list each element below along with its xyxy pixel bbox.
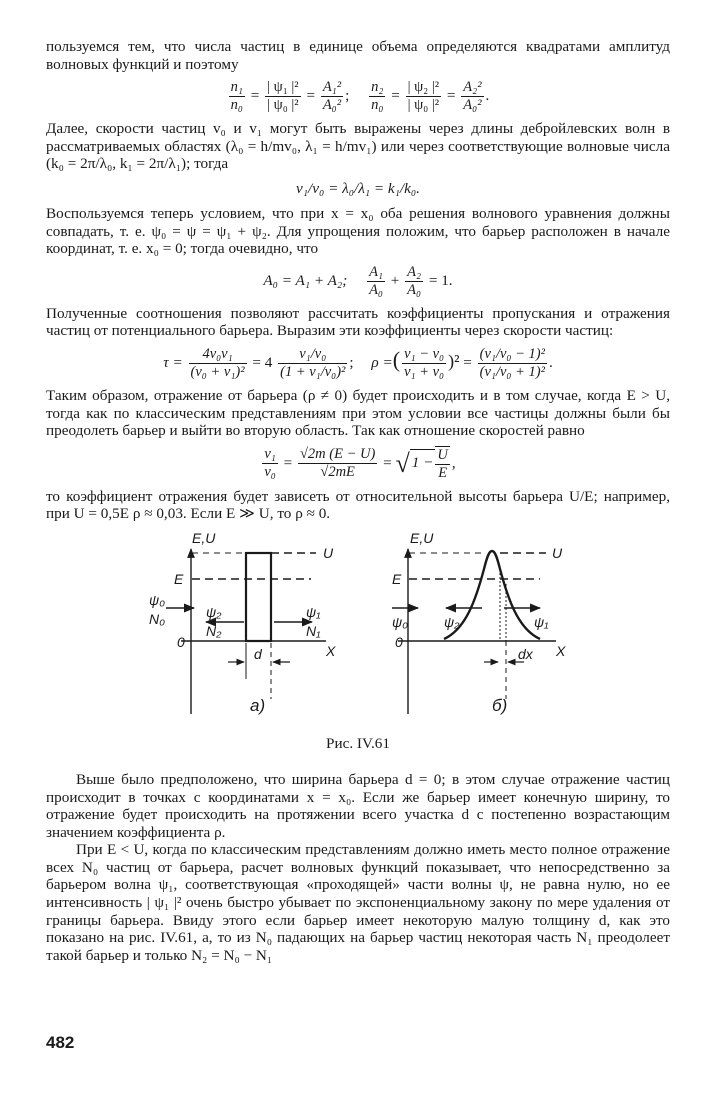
x-label-a: X [326, 642, 336, 659]
barrier-diagrams [46, 529, 670, 729]
d-label-a: d [254, 645, 262, 662]
axis-y-label-b: E,U [410, 529, 434, 546]
zero-label-b: 0 [395, 633, 403, 650]
paragraph-3: Воспользуемся теперь условием, что при x = x₀ оба решения волнового уравнения должны совпадать, т. е. ψ₀ = ψ = ψ₁ + ψ₂. Для упрощения положим, что барьер расположен в начале координат, т. е. x₀ = 0; тогда очевидно, что [46, 204, 670, 258]
label-a: а) [250, 695, 266, 715]
n2-label-a: N₂ [206, 622, 222, 639]
u-label-a: U [323, 544, 334, 561]
psi0-label-a: ψ₀ [149, 591, 166, 608]
psi1-label-b: ψ₁ [534, 613, 549, 630]
page-number: 482 [46, 1033, 75, 1052]
equation-4: τ = $\frac{\text{4v₀v₁}}{\text{(v₀ + v₁)²}}$ = 4 $\frac{\text{v₁/v₀}}{\text{(1 + v₁/v₀)²}}$ ; ρ =( $\frac{\text{v₁ − v₀}}{\text{v₁ + v₀}}$ )² = $\frac{\text{(v₁/v₀ − 1)²}}{\text{(v₁/v₀ + 1)²}}$ . [163, 345, 553, 380]
paragraph-7: Выше было предположено, что ширина барьера d = 0; в этом случае отражение частиц происходит в точках с координатами x = x₀. Если же барьер имеет конечную ширину, то отражение будет происходить на протяжении всего участка d с постепенно возрастающим значением коэффициента ρ. [46, 770, 670, 841]
diagram-b [392, 549, 556, 714]
n1-label-a: N₁ [306, 622, 321, 639]
figure-caption: Рис. IV.61 [326, 734, 390, 752]
x-label-b: X [556, 642, 566, 659]
psi1-label-a: ψ₁ [306, 603, 321, 620]
axis-y-label-a: E,U [192, 529, 216, 546]
figure-iv61 [46, 529, 670, 729]
label-b: б) [492, 695, 508, 715]
u-label-b: U [552, 544, 563, 561]
zero-label-a: 0 [177, 633, 185, 650]
paragraph-2: Далее, скорости частиц v₀ и v₁ могут быть выражены через длины дебройлевских волн в рассматриваемых областях (λ₀ = h/mv₀, λ₁ = h/mv₁) или через соответствующие волновые числа (k₀ = 2π/λ₀, k₁ = 2π/λ₁); тогда [46, 120, 670, 173]
dx-label-b: dx [518, 645, 533, 662]
equation-2: v₁/v₀ = λ₀/λ₁ = k₁/k₀. [296, 179, 420, 197]
paragraph-5: Таким образом, отражение от барьера (ρ ≠ 0) будет происходить и в том случае, когда E > U, тогда как по классическим представлениям при этом условии все частицы должны были бы преодолеть барьер и выйти во вторую область. Так как отношение скоростей равно [46, 386, 670, 440]
paragraph-4: Полученные соотношения позволяют рассчитать коэффициенты пропускания и отражения частиц от потенциального барьера. Выразим эти коэффициенты через скорости частиц: [46, 304, 670, 340]
paragraph-8: При E < U, когда по классическим представлениям должно иметь место полное отражение всех N₀ частиц от барьера, расчет волновых функций показывает, что непосредственно за барьером волна ψ₁, соответствующая «проходящей» части волны ψ, не равна нулю, но ее интенсивность | ψ₁ |² очень быстро убывает по экспоненциальному закону по мере удаления от границы барьера. Ввиду этого если барьер имеет некоторую малую толщину d, как это показано на рис. IV.61, а, то из N₀ падающих на барьер частиц некоторая часть N₁ преодолеет такой барьер и только N₂ = N₀ − N₁ [46, 841, 670, 964]
paragraph-6: то коэффициент отражения будет зависеть от относительной высоты барьера U/E; например, при U = 0,5E ρ ≈ 0,03. Если E ≫ U, то ρ ≈ 0. [46, 487, 670, 523]
diagram-a [166, 549, 326, 714]
psi2-label-a: ψ₂ [206, 603, 222, 620]
fraction: $\frac{\text{n₁}}{\text{n₀}}$ [230, 79, 243, 114]
e-label-b: E [392, 570, 402, 587]
page-body [46, 38, 670, 964]
barrier-rect [246, 553, 271, 641]
paragraph-1: пользуемся тем, что числа частиц в единице объема определяются квадратами амплитуд волновых функций и поэтому [46, 38, 670, 73]
e-label-a: E [174, 570, 184, 587]
equation-1: $\frac{\text{n₁}}{\text{n₀}}$ = $\frac{\text{| ψ₁ |²}}{\text{| ψ₀ |²}}$ = $\frac{\text{A₁²}}{\text{A₀²}}$ ; $\frac{\text{n₂}}{\text{n₀}}$ = $\frac{\text{| ψ₂ |²}}{\text{| ψ₀ |²}}$ = $\frac{\text{A₂²}}{\text{A₀²}}$ . [230, 79, 490, 114]
psi0-label-b: ψ₀ [392, 613, 409, 630]
equation-3: A₀ = A₁ + A₂; $\frac{\text{A₁}}{\text{A₀}}$ + $\frac{\text{A₂}}{\text{A₀}}$ = 1. [263, 263, 453, 298]
equation-5: $\frac{\text{v₁}}{\text{v₀}}$ = $\frac{√2m (E - U)}{√2mE}$ = √ 1 − $\frac{U}{E}$ , [264, 446, 456, 481]
n0-label-a: N₀ [149, 610, 166, 627]
psi2-label-b: ψ₂ [444, 613, 460, 630]
